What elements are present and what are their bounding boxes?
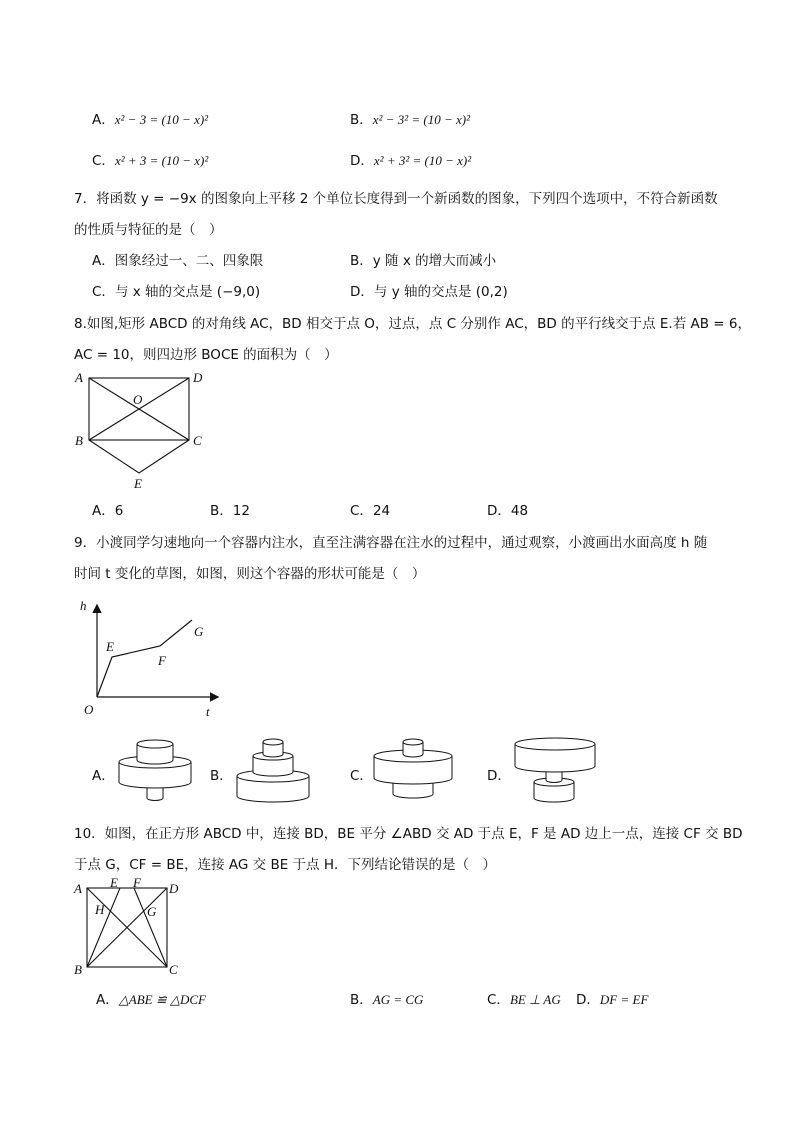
q9-option-b-label: B． bbox=[210, 768, 233, 784]
label-g: G bbox=[147, 904, 157, 919]
container-c-icon bbox=[370, 736, 456, 806]
be-ce-lines bbox=[89, 440, 189, 473]
label-o: O bbox=[133, 392, 143, 407]
label-c: C bbox=[169, 962, 178, 977]
label-e: E bbox=[106, 639, 114, 654]
container-b-icon bbox=[230, 736, 316, 806]
q7-option-b: B．y 随 x 的增大而减小 bbox=[350, 253, 497, 269]
q7-stem-line2: 的性质与特征的是（ ） bbox=[74, 222, 223, 238]
label-a: A bbox=[75, 370, 83, 385]
label-h: h bbox=[80, 598, 87, 613]
q7-option-a: A．图象经过一、二、四象限 bbox=[92, 253, 264, 269]
label-d: D bbox=[169, 881, 179, 896]
q10-stem-line2: 于点 G，CF = BE，连接 AG 交 BE 于点 H．下列结论错误的是（ ） bbox=[74, 857, 496, 873]
q7-option-d: D．与 y 轴的交点是 (0,2) bbox=[350, 284, 508, 300]
q6-option-b: B．x² − 3² = (10 − x)² bbox=[350, 112, 470, 128]
q8-stem-line1: 8.如图,矩形 ABCD 的对角线 AC，BD 相交于点 O，过点，点 C 分别作 AC，BD 的平行线交于点 E.若 AB = 6， bbox=[74, 316, 751, 332]
label-t: t bbox=[206, 704, 210, 719]
q10-option-c: C．BE ⊥ AG bbox=[487, 992, 561, 1008]
label-e: E bbox=[134, 476, 142, 491]
label-h: H bbox=[95, 902, 105, 917]
q9-option-d-label: D． bbox=[487, 768, 511, 784]
q8-option-a: A．6 bbox=[92, 503, 124, 519]
container-a-icon bbox=[112, 738, 198, 806]
label-b: B bbox=[74, 962, 82, 977]
h-t-curve bbox=[97, 620, 192, 697]
q6-option-d: D．x² + 3² = (10 − x)² bbox=[350, 153, 472, 169]
q7-stem-line1: 7．将函数 y = −9x 的图象向上平移 2 个单位长度得到一个新函数的图象，下列四个选项中，不符合新函数 bbox=[74, 191, 718, 207]
segment-cf bbox=[134, 888, 167, 967]
q8-option-c: C．24 bbox=[350, 503, 391, 519]
label-f: F bbox=[158, 653, 166, 668]
label-e: E bbox=[110, 876, 118, 890]
label-a: A bbox=[74, 881, 82, 896]
q10-option-a: A．△ABE ≌ △DCF bbox=[96, 992, 206, 1008]
q6-option-c: C．x² + 3 = (10 − x)² bbox=[92, 153, 209, 169]
container-d-icon bbox=[512, 736, 602, 806]
q8-stem-line2: AC = 10，则四边形 BOCE 的面积为（ ） bbox=[74, 347, 338, 363]
q8-option-b: B．12 bbox=[210, 503, 250, 519]
segment-be bbox=[87, 888, 120, 967]
label-o: O bbox=[84, 702, 94, 717]
label-c: C bbox=[193, 433, 202, 448]
q9-stem-line2: 时间 t 变化的草图，如图，则这个容器的形状可能是（ ） bbox=[74, 566, 426, 582]
q9-option-c-label: C． bbox=[350, 768, 373, 784]
q6-option-a: A．x² − 3 = (10 − x)² bbox=[92, 112, 209, 128]
label-f: F bbox=[133, 876, 141, 890]
q9-water-height-graph bbox=[72, 594, 232, 720]
q10-square-figure bbox=[70, 876, 190, 980]
q10-option-b: B．AG = CG bbox=[350, 992, 424, 1008]
q7-option-c: C．与 x 轴的交点是 (−9,0) bbox=[92, 284, 261, 300]
q8-option-d: D．48 bbox=[487, 503, 529, 519]
label-g: G bbox=[194, 624, 204, 639]
label-d: D bbox=[193, 370, 203, 385]
q10-option-d: D．DF = EF bbox=[576, 992, 649, 1008]
label-b: B bbox=[75, 433, 83, 448]
q10-stem-line1: 10．如图，在正方形 ABCD 中，连接 BD，BE 平分 ∠ABD 交 AD 于点 E，F 是 AD 边上一点，连接 CF 交 BD bbox=[74, 826, 743, 842]
q9-option-a-label: A． bbox=[92, 768, 115, 784]
q9-stem-line1: 9．小渡同学匀速地向一个容器内注水，直至注满容器在注水的过程中，通过观察，小渡画出水面高度 h 随 bbox=[74, 535, 708, 551]
q8-rectangle-figure bbox=[70, 368, 220, 492]
